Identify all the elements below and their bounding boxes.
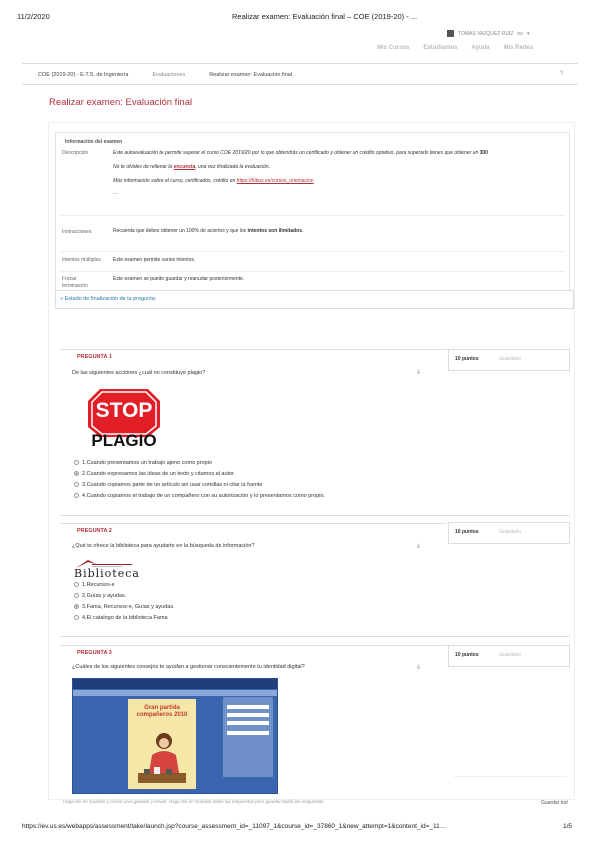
divider (60, 645, 447, 646)
nav-mis-redes[interactable]: Mis Redes (503, 45, 534, 51)
footer-url: https://ev.us.es/webapps/assessment/take/launch.jsp?course_assessment_id=_11097_1&course_id=_37860_1&new_attempt=1&content_id=_11… (22, 823, 447, 830)
exam-info-card (55, 132, 570, 292)
help-icon[interactable]: ? (560, 71, 564, 77)
question-3-image (72, 678, 278, 794)
print-title: Realizar examen: Evaluación final – COE (2019-20) - ... (232, 12, 418, 21)
print-date: 11/2/2020 (17, 12, 50, 21)
side-panel-row (227, 705, 269, 709)
question-status-link[interactable]: » Estado de finalización de la pregunta: (60, 296, 157, 302)
question-1-saved: Guardado (499, 356, 522, 362)
encuesta-link[interactable]: encuesta (173, 164, 196, 170)
divider (454, 776, 567, 777)
side-panel-row (227, 721, 269, 725)
question-3-heading: PREGUNTA 3 (77, 650, 112, 656)
side-panel-row (227, 731, 269, 735)
side-panel (223, 697, 273, 777)
divider (60, 523, 447, 524)
print-footer (22, 823, 446, 830)
browser-address-bar (73, 690, 277, 696)
avatar (447, 30, 454, 37)
question-1-text: De las siguientes acciones ¿cuál no constituye plagio? (72, 370, 206, 376)
poster (128, 699, 196, 789)
divider (60, 349, 447, 350)
force-completion-label: Forzar terminación (62, 276, 88, 289)
radio-button-selected[interactable] (74, 471, 79, 476)
page-title: Realizar examen: Evaluación final (49, 97, 193, 108)
breadcrumb-section[interactable]: Evaluaciones (152, 72, 186, 78)
course-info-link[interactable]: https://bibus.es/cursos_orientacion (236, 178, 314, 184)
notification-count: no (517, 30, 523, 37)
question-3-saved: Guardado (499, 652, 522, 658)
option-1-1[interactable]: 1.Cuando presentamos un trabajo ajeno como propio (74, 457, 325, 468)
radio-button[interactable] (74, 582, 79, 587)
bottom-note: Haga clic en Guardar y enviar para guardar y enviar. Haga clic en Guardar todas las respuestas para guardar todas las respuestas. (63, 799, 325, 804)
download-icon[interactable]: ⇓ (416, 665, 422, 671)
download-icon[interactable]: ⇓ (416, 544, 422, 550)
breadcrumb-course[interactable]: COE (2019-20) - E.T.S. de Ingeniería (38, 72, 129, 78)
radio-button[interactable] (74, 493, 79, 498)
breadcrumb (38, 72, 316, 78)
save-all-button[interactable]: Guardar tod (541, 800, 568, 806)
stop-plagio-image (86, 389, 162, 451)
divider (60, 515, 570, 516)
divider (60, 251, 565, 252)
user-name: TOMAS VAZQUEZ RUIZ (458, 30, 514, 37)
question-status-bar[interactable] (55, 290, 574, 309)
biblioteca-logo (74, 557, 144, 581)
question-2-text: ¿Qué te ofrece la biblioteca para ayudarte en la búsqueda de información? (72, 543, 255, 549)
instructions-label: Instrucciones (62, 229, 92, 235)
radio-button[interactable] (74, 593, 79, 598)
question-3-text: ¿Cuáles de los siguientes consejos te ayudan a gestionar conscientemente tu identidad digital? (72, 664, 305, 670)
option-2-4[interactable]: 4.El catalogo de la biblioteca Fama (74, 612, 175, 623)
nav-ayuda[interactable]: Ayuda (471, 45, 490, 51)
option-1-2[interactable]: 2.Cuando expresamos las ideas de un texto y citamos al autor. (74, 468, 325, 479)
divider (22, 63, 578, 64)
exam-info-heading: Información del examen (65, 139, 123, 145)
force-completion-value: Este examen se puede guardar y reanudar posteriormente. (113, 276, 245, 282)
option-2-3[interactable]: 3.Fama, Recursos-e, Guías y ayudas. (74, 601, 175, 612)
option-2-2[interactable]: 2.Guías y ayudas. (74, 590, 175, 601)
multiple-attempts-label: Intentos múltiples (62, 257, 101, 263)
instructions-text: Recuerda que debes obtener un 100% de aciertos y que los intentos son ilimitados. (113, 228, 304, 234)
question-3-points: 10 puntos (455, 652, 479, 658)
radio-button[interactable] (74, 615, 79, 620)
question-2-options (74, 579, 175, 623)
poster-illustration-icon (134, 729, 190, 787)
question-2-heading: PREGUNTA 2 (77, 528, 112, 534)
divider (60, 215, 565, 216)
divider (22, 84, 578, 85)
option-2-1[interactable]: 1.Recursos-e (74, 579, 175, 590)
breadcrumb-current: Realizar examen: Evaluación final (209, 72, 293, 78)
divider (60, 271, 565, 272)
nav-estudiantes[interactable]: Estudiantes (423, 45, 458, 51)
description-label: Descripción (62, 150, 89, 156)
option-1-3[interactable]: 3.Cuando copiamos parte de un artículo sin usar comillas ni citar la fuente (74, 479, 325, 490)
side-panel-row (227, 713, 269, 717)
multiple-attempts-value: Este examen permite varios intentos. (113, 257, 196, 263)
stop-text: STOP (95, 399, 153, 422)
question-1-heading: PREGUNTA 1 (77, 354, 112, 360)
question-1-score-box (448, 349, 570, 371)
question-2-points: 10 puntos (455, 529, 479, 535)
question-2-score-box (448, 522, 570, 544)
radio-button-selected[interactable] (74, 604, 79, 609)
plagio-text: PLAGIO (91, 431, 157, 450)
radio-button[interactable] (74, 460, 79, 465)
top-nav (377, 45, 547, 51)
question-1-options (74, 457, 325, 501)
poster-title: Gran partida compañeros 2010 (136, 705, 188, 718)
option-1-4[interactable]: 4.Cuando copiamos el trabajo de un compañero con su autorización y lo presentamos como propio. (74, 490, 325, 501)
radio-button[interactable] (74, 482, 79, 487)
chevron-down-icon: ▾ (526, 30, 530, 37)
page-number: 1/5 (563, 823, 573, 830)
description-text: Este autoevaluación te permite superar el curso COE 2019/20 por lo que obtendrás un certificado y obtener un crédito optativo, para superarlo tienes que obtener un 300 No te olvides de rellenar la encuesta, una vez finalizada la evaluación. Más información sobre el curso, certificados, crédito en https://bibus.es/cursos_orientacion ... (113, 150, 488, 196)
question-2-saved: Guardado (499, 529, 522, 535)
divider (60, 636, 570, 637)
download-icon[interactable]: ⇓ (416, 370, 422, 376)
nav-mis-cursos[interactable]: Mis Cursos (377, 45, 410, 51)
question-1-points: 10 puntos (455, 356, 479, 362)
question-3-score-box (448, 645, 570, 667)
user-menu[interactable] (447, 30, 529, 37)
browser-toolbar (73, 679, 277, 689)
biblioteca-text: Biblioteca (74, 567, 140, 580)
